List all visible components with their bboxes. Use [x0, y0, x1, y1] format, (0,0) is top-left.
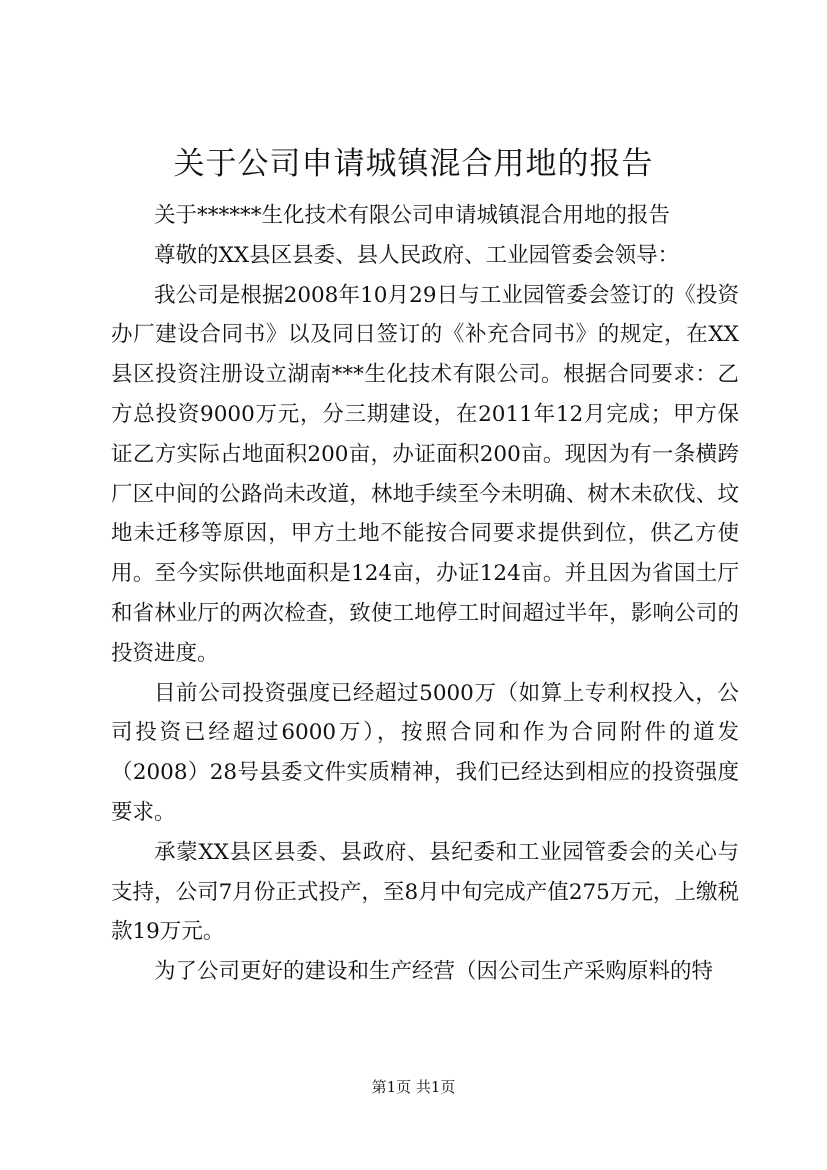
paragraph-salutation: 尊敬的XX县区县委、县人民政府、工业园管委会领导： — [154, 242, 680, 268]
paragraph-production: 承蒙XX县区县委、县政府、县纪委和工业园管委会的关心与支持，公司7月份正式投产，至8月中旬完成产值275万元，上缴税款19万元。 — [111, 839, 739, 945]
document-title: 关于公司申请城镇混合用地的报告 — [173, 146, 654, 182]
paragraph-subject: 关于******生化技术有限公司申请城镇混合用地的报告 — [154, 203, 671, 228]
paragraph-background: 我公司是根据2008年10月29日与工业园管委会签订的《投资办厂建设合同书》以及同日签订的《补充合同书》的规定，在XX县区投资注册设立湖南***生化技术有限公司。根据合同要求：乙方总投资9000万元，分三期建设，在2011年12月完成；甲方保证乙方实际占地面积200亩，办证面积200亩。现因为有一条横跨厂区中间的公路尚未改道，林地手续至今未明确、树木未砍伐、坟地未迁移等原因，甲方土地不能按合同要求提供到位，供乙方使用。至今实际供地面积是124亩，办证124亩。并且因为省国土厅和省林业厅的两次检查，致使工地停工时间超过半年，影响公司的投资进度。 — [111, 282, 739, 666]
document-body — [111, 196, 739, 992]
paragraph-request: 为了公司更好的建设和生产经营（因公司生产采购原料的特 — [154, 959, 714, 985]
paragraph-investment: 目前公司投资强度已经超过5000万（如算上专利权投入，公司投资已经超过6000万），按照合同和作为合同附件的道发（2008）28号县委文件实质精神，我们已经达到相应的投资强度要求。 — [111, 680, 739, 825]
page-footer: 第1页 共1页 — [371, 1078, 456, 1096]
